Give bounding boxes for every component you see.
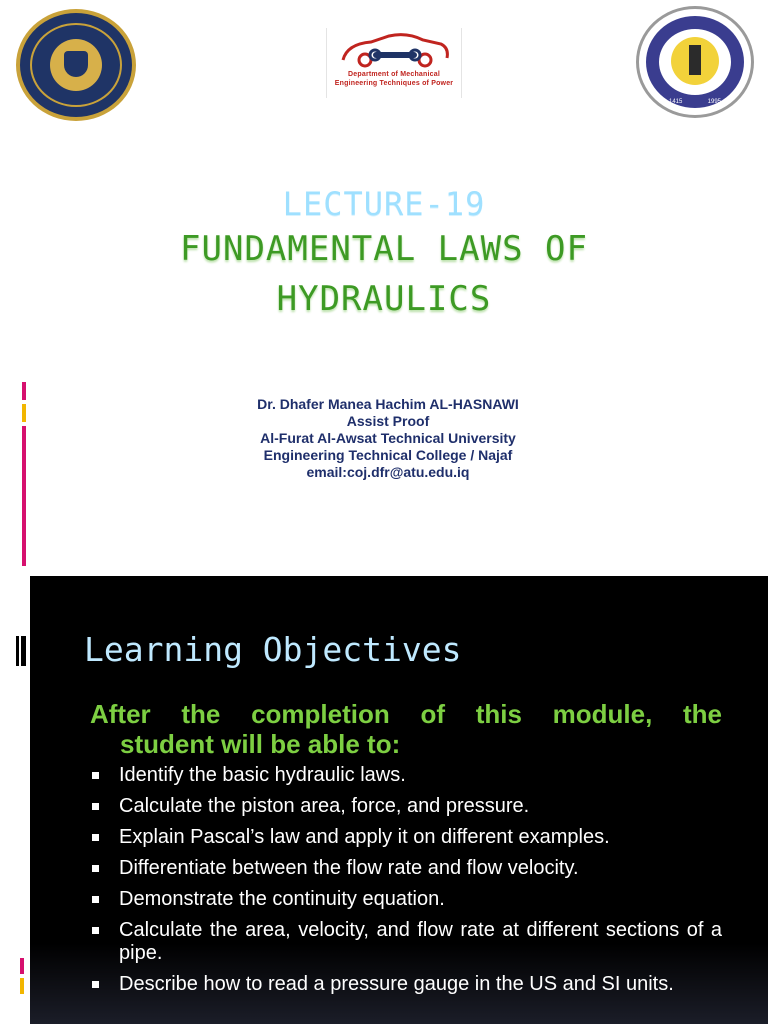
objective-text: Describe how to read a pressure gauge in the US and SI units. [119, 973, 674, 995]
department-logo [326, 28, 462, 98]
college-seal-logo [636, 6, 754, 118]
lecture-number: LECTURE-19 [282, 185, 486, 223]
accent-bars [22, 382, 26, 566]
bullet-icon [92, 772, 99, 779]
bullet-icon [92, 834, 99, 841]
author-info [150, 396, 626, 481]
seal-year-left: 1415 [669, 99, 683, 105]
bullet-icon [92, 896, 99, 903]
bullet-icon [92, 803, 99, 810]
slide-edge-marks [16, 636, 26, 666]
accent-bar-pink [20, 958, 24, 974]
bullet-icon [92, 981, 99, 988]
objective-text: Explain Pascal’s law and apply it on different examples. [119, 826, 610, 848]
author-name: Dr. Dhafer Manea Hachim AL-HASNAWI [257, 396, 519, 412]
list-item [90, 857, 722, 880]
objective-text: Demonstrate the continuity equation. [119, 888, 445, 910]
objectives-list [90, 764, 722, 1004]
intro-line-2: student will be able to: [120, 729, 401, 759]
seal-emblem-icon [50, 39, 102, 91]
list-item [90, 888, 722, 911]
accent-bar-yellow [20, 978, 24, 994]
gear-tower-icon [671, 37, 719, 85]
objective-text: Calculate the area, velocity, and flow rate at different sections of a pipe. [119, 919, 722, 964]
department-name [327, 70, 461, 88]
list-item [90, 764, 722, 787]
objective-text: Calculate the piston area, force, and pressure. [119, 795, 530, 817]
objective-text: Identify the basic hydraulic laws. [119, 764, 406, 786]
accent-bars-lower [20, 958, 24, 1006]
objectives-title: Learning Objectives [84, 630, 462, 669]
lecture-title-line-2: HYDRAULICS [276, 279, 492, 319]
lecture-title-line-1: FUNDAMENTAL LAWS OF [180, 229, 588, 269]
seal-year-right: 1995 [707, 99, 721, 105]
author-email: email:coj.dfr@atu.edu.iq [306, 464, 470, 480]
edge-mark [21, 636, 26, 666]
bullet-icon [92, 927, 99, 934]
accent-bar-pink [22, 382, 26, 400]
bullet-icon [92, 865, 99, 872]
objectives-intro [90, 699, 722, 759]
author-position: Assist Proof [346, 413, 430, 429]
department-line-2: Engineering Techniques of Power [334, 80, 454, 87]
intro-line-1: After the completion of this module, the [90, 699, 722, 729]
author-college: Engineering Technical College / Najaf [263, 447, 513, 463]
edge-mark [16, 636, 19, 666]
department-line-1: Department of Mechanical [348, 71, 440, 78]
university-seal-logo [16, 9, 136, 121]
list-item [90, 973, 722, 996]
author-university: Al-Furat Al-Awsat Technical University [260, 430, 516, 446]
accent-bar-pink-long [22, 426, 26, 566]
accent-bar-yellow [22, 404, 26, 422]
list-item [90, 795, 722, 818]
car-wrench-icon [337, 30, 453, 68]
title-block [0, 184, 768, 324]
list-item [90, 919, 722, 965]
objective-text: Differentiate between the flow rate and flow velocity. [119, 857, 579, 879]
list-item [90, 826, 722, 849]
objectives-slide [0, 576, 768, 1024]
